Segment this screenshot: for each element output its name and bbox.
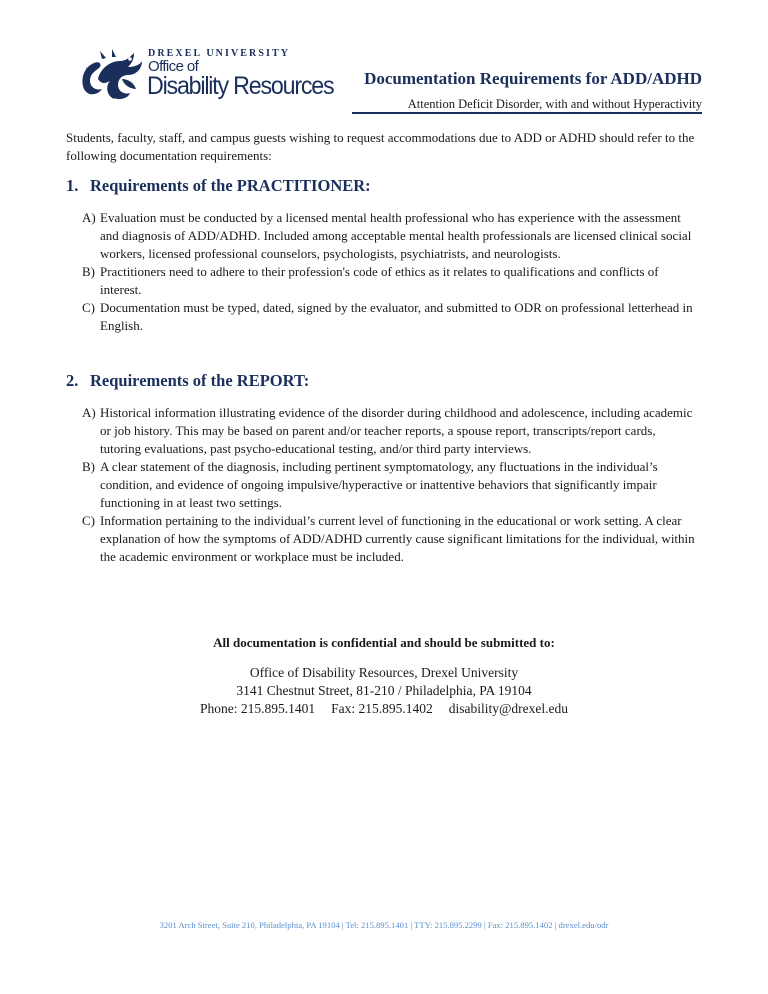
section-number: 1. bbox=[66, 176, 79, 195]
list-item bbox=[82, 263, 696, 299]
item-marker: B) bbox=[82, 264, 95, 279]
header-rule bbox=[352, 112, 702, 114]
contact-line bbox=[0, 700, 768, 718]
item-text: Historical information illustrating evidence of the disorder during childhood and adolescence, including academic or job history. This may be based on parent and/or teacher reports, a spouse report, transcripts/report cards, tutoring evaluations, past psycho-educational testing, and/or third party interviews. bbox=[100, 405, 693, 456]
practitioner-requirements-list bbox=[82, 209, 696, 335]
list-item bbox=[82, 512, 696, 566]
page-footer: 3201 Arch Street, Suite 210, Philadelphia, PA 19104 | Tel: 215.895.1401 | TTY: 215.895.2299 | Fax: 215.895.1402 | drexel.edu/odr bbox=[159, 920, 609, 930]
contact-office: Office of Disability Resources, Drexel University bbox=[249, 665, 519, 680]
logo-office-name: Disability Resources bbox=[147, 72, 334, 100]
document-title: Documentation Requirements for ADD/ADHD bbox=[364, 69, 702, 88]
item-text: Practitioners need to adhere to their profession's code of ethics as it relates to qualifications and conflicts of interest. bbox=[100, 264, 659, 297]
item-text: A clear statement of the diagnosis, including pertinent symptomatology, any fluctuations in the individual’s condition, and evidence of ongoing impulsive/hyperactive or inattentive behaviors that significantly impair functioning in at least two settings. bbox=[100, 459, 658, 510]
list-item bbox=[82, 404, 696, 458]
logo-office-of: Office of bbox=[148, 58, 199, 75]
item-text: Documentation must be typed, dated, signed by the evaluator, and submitted to ODR on professional letterhead in English. bbox=[100, 300, 693, 333]
drexel-odr-logo bbox=[78, 45, 340, 105]
report-requirements-list bbox=[82, 404, 696, 566]
list-item bbox=[82, 458, 696, 512]
section-heading-practitioner bbox=[66, 176, 371, 196]
contact-email[interactable]: disability@drexel.edu bbox=[448, 701, 569, 716]
item-marker: C) bbox=[82, 513, 95, 528]
section-title: Requirements of the REPORT: bbox=[90, 371, 310, 390]
intro-paragraph: Students, faculty, staff, and campus guests wishing to request accommodations due to ADD or ADHD should refer to the following documentation requirements: bbox=[66, 130, 695, 163]
logo-university: DREXEL UNIVERSITY bbox=[148, 48, 291, 59]
section-number: 2. bbox=[66, 371, 79, 390]
letterhead bbox=[78, 45, 702, 117]
item-marker: A) bbox=[82, 210, 96, 225]
dragon-icon bbox=[78, 49, 144, 103]
document-subtitle: Attention Deficit Disorder, with and without Hyperactivity bbox=[407, 97, 702, 111]
contact-fax: Fax: 215.895.1402 bbox=[331, 701, 433, 716]
contact-address: 3141 Chestnut Street, 81-210 / Philadelphia, PA 19104 bbox=[236, 683, 532, 698]
contact-phone: Phone: 215.895.1401 bbox=[199, 701, 316, 716]
section-heading-report bbox=[66, 371, 309, 391]
contact-block bbox=[0, 664, 768, 718]
list-item bbox=[82, 299, 696, 335]
item-text: Information pertaining to the individual’s current level of functioning in the educational or work setting. A clear explanation of how the symptoms of ADD/ADHD currently cause significant limitations for the individual, within the academic environment or workplace must be included. bbox=[100, 513, 695, 564]
section-title: Requirements of the PRACTITIONER: bbox=[90, 176, 371, 195]
submission-heading: All documentation is confidential and should be submitted to: bbox=[213, 635, 555, 650]
list-item bbox=[82, 209, 696, 263]
item-marker: B) bbox=[82, 459, 95, 474]
item-marker: C) bbox=[82, 300, 95, 315]
item-text: Evaluation must be conducted by a licensed mental health professional who has experience with the assessment and diagnosis of ADD/ADHD. Included among acceptable mental health professionals are licensed clinical social workers, licensed professional counselors, psychologists, psychiatrists, and neurologists. bbox=[100, 210, 692, 261]
item-marker: A) bbox=[82, 405, 96, 420]
